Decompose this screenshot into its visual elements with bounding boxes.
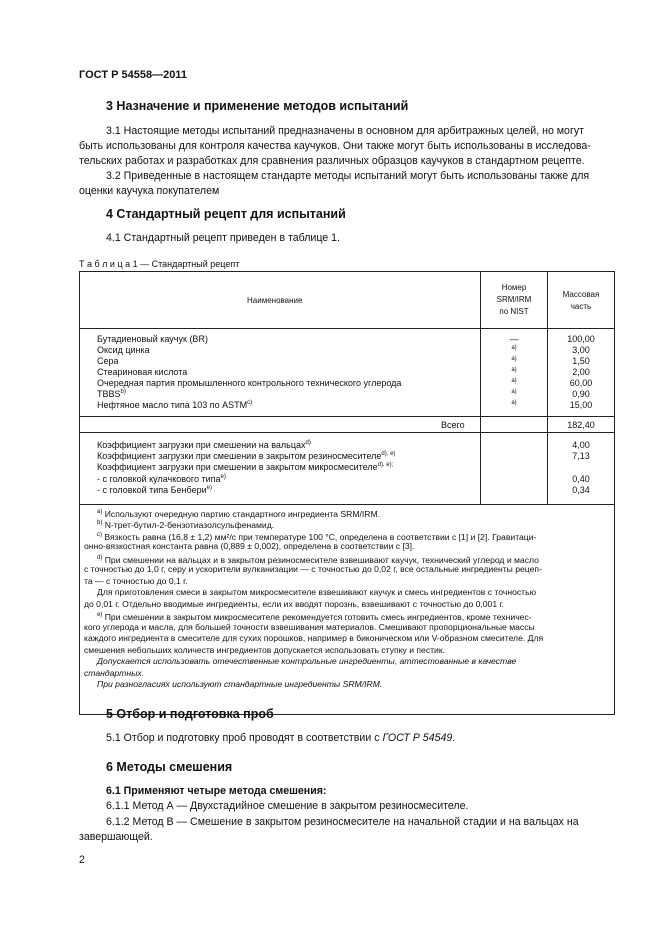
table-note: $^{а)}$ Используют очередную партию стандартного ингредиента SRM/IRM.: [97, 508, 381, 519]
row-name: TBBS$^{b)}$: [97, 389, 126, 399]
section-6-1-1: 6.1.1 Метод А — Двухстадийное смешение в закрытом резиносмесителе.: [106, 800, 469, 812]
row-name: Бутадиеновый каучук (BR): [97, 334, 208, 344]
coef-row-name: Коэффициент загрузки при смешении в закрытом микросмесителе$^{d), e);}$: [97, 462, 394, 472]
table-total-rule-bottom: [79, 432, 615, 433]
total-value: 182,40: [567, 420, 595, 430]
footnote-mark: e): [220, 474, 226, 480]
coef-row-mass: 7,13: [572, 451, 590, 461]
footnote-mark: c): [247, 400, 253, 406]
section-3-1-line-2: быть использованы для контроля качества каучуков. Они также могут быть использованы в исследова-: [79, 140, 591, 152]
coef-row-name: - с головкой кулачкового типа$^{e)}$: [97, 474, 226, 484]
footnote-mark: b): [120, 389, 126, 395]
table-notes-rule: [79, 504, 615, 505]
row-srm: —: [509, 334, 519, 344]
section-3-2-line-1: 3.2 Приведенные в настоящем стандарте методы испытаний могут быть использованы также для: [106, 170, 590, 182]
gost-reference: ГОСТ Р 54549: [382, 732, 453, 744]
table-header-rule: [79, 328, 615, 329]
table-caption: Т а б л и ц а 1 — Стандартный рецепт: [79, 259, 240, 269]
table-total-rule-top: [79, 416, 615, 417]
row-srm: а): [511, 345, 517, 351]
coef-row-name: Коэффициент загрузки при смешении на вальцах$^{d)}$: [97, 440, 311, 450]
table-note-e-line: смешения небольших количеств ингредиентов допускается использовать ступку и пестик.: [84, 645, 446, 655]
table-note-e-line: кого углерода и масла, для большей точности взвешивания материалов. Смешивают пропорциональные массы: [84, 622, 535, 632]
section-6-title: 6 Методы смешения: [106, 760, 233, 774]
row-srm: а): [511, 389, 517, 395]
footnote-mark: d), e);: [377, 462, 394, 468]
coef-row-mass: 0,34: [572, 485, 590, 495]
table-note-italic-line: стандартных.: [84, 668, 145, 678]
table-note-italic-line: При разногласиях используют стандартные ингредиенты SRM/IRM.: [97, 679, 383, 689]
coef-row-name: Коэффициент загрузки при смешении в закрытом резиносмесителе$^{d), e)}$: [97, 451, 396, 461]
section-6-1-2-line-2: завершающей.: [79, 831, 153, 843]
footnote-mark: e): [206, 485, 212, 491]
col-header-mass-2: часть: [570, 302, 592, 311]
section-5-1: 5.1 Отбор и подготовку проб проводят в соответствии с ГОСТ Р 54549.: [106, 732, 456, 744]
col-header-name: Наименование: [247, 296, 303, 305]
section-6-1-2-line-1: 6.1.2 Метод В — Смешение в закрытом резиносмесителе на начальной стадии и на вальцах на: [106, 816, 579, 828]
section-4-title: 4 Стандартный рецепт для испытаний: [106, 207, 346, 221]
section-3-2-line-2: оценки каучука покупателем: [79, 185, 220, 197]
document-header: ГОСТ Р 54558—2011: [79, 69, 187, 81]
row-name: Стеариновая кислота: [97, 367, 188, 377]
footnote-mark: d): [305, 440, 311, 446]
row-mass: 60,00: [569, 378, 593, 388]
row-mass: 15,00: [569, 400, 593, 410]
coef-row-mass: 4,00: [572, 440, 590, 450]
col-header-mass-1: Массовая: [562, 290, 600, 299]
row-mass: 0,90: [572, 389, 590, 399]
table-note-d-line: с точностью до 1,0 г, серу и ускорители вулканизации — с точностью до 0,02 г, все остальные ингредиенты рецеп-: [84, 564, 542, 574]
table-note-d-line: Для приготовления смеси в закрытом микросмесителе взвешивают каучук и смесь ингредиентов с точностью: [97, 587, 537, 597]
section-3-1-line-3: тельских работах и разработках для сравнения различных образцов каучуков в стандартном рецепте.: [79, 155, 585, 167]
table-note-e-line: $^{e)}$ При смешении в закрытом микросмесителе рекомендуется готовить смесь ингредиентов, кроме техничес-: [97, 611, 532, 622]
row-srm: а): [511, 367, 517, 373]
coef-row-name: - с головкой типа Бенбери$^{e)}$: [97, 485, 212, 495]
table-note-d-line: $^{d)}$ При смешении на вальцах и в закрытом резиносмесителе взвешивают каучук, технический углерод и масло: [97, 554, 539, 565]
col-header-srm-3: по NIST: [499, 307, 529, 316]
total-label: Всего: [441, 420, 465, 430]
footnote-mark: d), e): [381, 451, 396, 457]
section-5-title: 5 Отбор и подготовка проб: [106, 707, 274, 721]
page-number: 2: [79, 854, 85, 866]
section-3-title: 3 Назначение и применение методов испытаний: [106, 99, 409, 113]
section-3-1-line-1: 3.1 Настоящие методы испытаний предназначены в основном для арбитражных целей, но могут: [106, 125, 584, 137]
table-note-d-line: до 0,01 г. Отдельно вводимые ингредиенты, если их вводят порознь, взвешивают с точностью до 0,001 г.: [84, 599, 504, 609]
table-note: $^{b)}$ N-трет-бутил-2-бензотиазолсульфенамид.: [97, 519, 275, 530]
row-name: Очередная партия промышленного контрольного технического углерода: [97, 378, 402, 388]
table-note-d-line: та — с точностью до 0,1 г.: [84, 576, 188, 586]
row-mass: 1,50: [572, 356, 590, 366]
col-header-srm-1: Номер: [501, 283, 527, 292]
table-note-c-line: онно-вязкостная константа равна (0,889 ± 0,002), определена в соответствии с [3].: [84, 541, 415, 551]
coef-row-mass: 0,40: [572, 474, 590, 484]
row-name: Оксид цинка: [97, 345, 150, 355]
section-4-1: 4.1 Стандартный рецепт приведен в таблице 1.: [106, 232, 340, 244]
row-mass: 3,00: [572, 345, 590, 355]
row-srm: а): [511, 378, 517, 384]
row-name: Сера: [97, 356, 119, 366]
table-note-e-line: каждого ингредиента в смесителе для сухих порошков, например в биконическом или V-образном смесителе. Для: [84, 633, 544, 643]
row-mass: 2,00: [572, 367, 590, 377]
row-srm: а): [511, 356, 517, 362]
section-6-1: 6.1 Применяют четыре метода смешения:: [106, 785, 327, 797]
row-srm: а): [511, 400, 517, 406]
table-note-italic-line: Допускается использовать отечественные контрольные ингредиенты, аттестованные в качестве: [97, 656, 517, 666]
col-header-srm-2: SRM/IRM: [496, 295, 532, 304]
row-mass: 100,00: [567, 334, 595, 344]
table-note-c-line: $^{c)}$ Вязкость равна (16,8 ± 1,2) мм²/с при температуре 100 °С, определена в соответствии с [1] и [2]. Гравитаци-: [97, 531, 537, 542]
row-name: Нефтяное масло типа 103 по ASTM$^{c)}$: [97, 400, 253, 410]
